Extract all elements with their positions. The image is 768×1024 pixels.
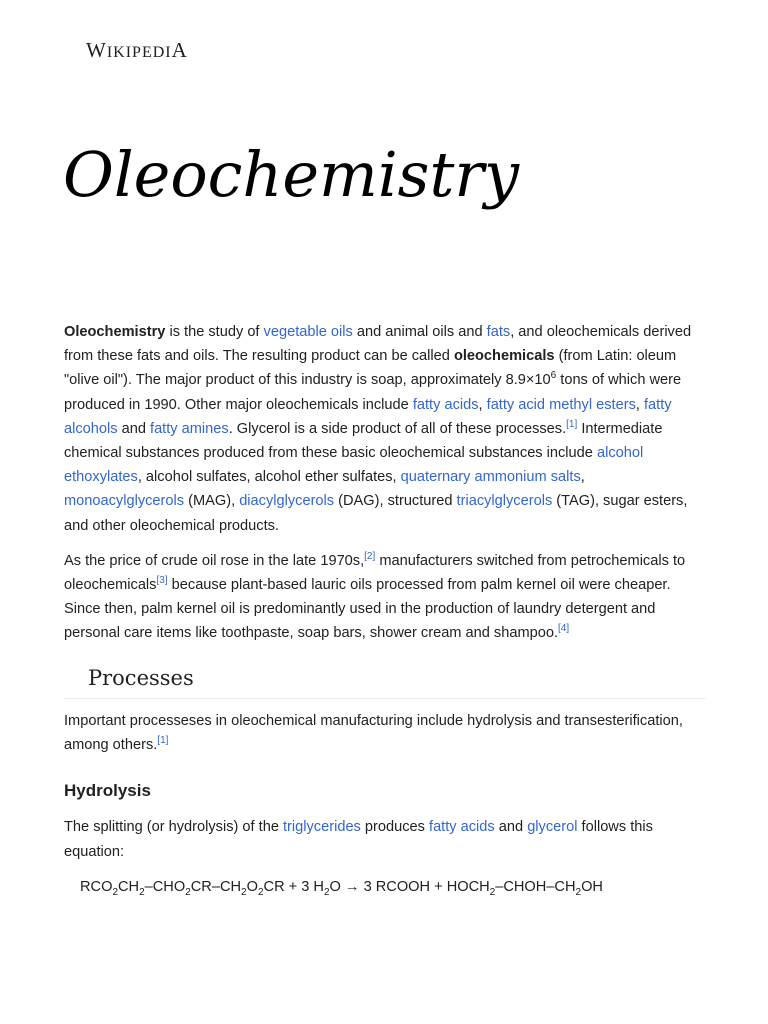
text: and animal oils and bbox=[352, 324, 487, 340]
reference-link[interactable]: [3] bbox=[156, 575, 168, 587]
link-glycerol[interactable]: glycerol bbox=[527, 819, 578, 836]
reference-link[interactable]: [2] bbox=[364, 550, 376, 562]
hydrolysis-equation bbox=[80, 875, 706, 899]
link-fatty-alcohols[interactable]: fatty alcohols bbox=[64, 396, 672, 437]
text: and bbox=[117, 420, 151, 437]
logo-first-letter: W bbox=[86, 38, 107, 62]
logo-middle-letters: IKIPEDI bbox=[106, 44, 172, 61]
link-fatty-acids[interactable]: fatty acids bbox=[412, 396, 479, 413]
eq-part: O → 3 RCOOH + HOCH bbox=[329, 878, 490, 895]
eq-part: –CHOH–CH bbox=[495, 878, 576, 895]
eq-part: OH bbox=[581, 878, 603, 895]
eq-part: CR–CH bbox=[190, 878, 242, 895]
reference-link[interactable]: [4] bbox=[558, 623, 570, 635]
eq-subscript: 2 bbox=[575, 886, 582, 898]
eq-part: RCO bbox=[80, 878, 113, 895]
text: produces bbox=[360, 819, 430, 836]
processes-paragraph bbox=[64, 709, 706, 757]
eq-subscript: 2 bbox=[139, 886, 145, 898]
eq-part: CH bbox=[118, 878, 140, 895]
link-diacylglycerols[interactable]: diacylglycerols bbox=[239, 493, 335, 510]
link-triacylglycerols[interactable]: triacylglycerols bbox=[456, 493, 553, 510]
eq-subscript: 2 bbox=[112, 886, 118, 898]
link-fatty-acids[interactable]: fatty acids bbox=[429, 819, 495, 836]
text: (MAG), bbox=[184, 493, 240, 510]
text: manufacturers switched from petrochemicals to oleochemicals bbox=[64, 552, 686, 594]
text: tons of which were produced in 1990. Other major oleochemicals include bbox=[64, 372, 682, 413]
exponent: 6 bbox=[550, 370, 557, 382]
term-oleochemicals: oleochemicals bbox=[453, 348, 555, 365]
reference-link[interactable]: [1] bbox=[566, 418, 578, 430]
subsection-heading-hydrolysis: Hydrolysis bbox=[64, 781, 151, 801]
text: (from Latin: oleum "olive oil"). The major product of this industry is soap, approximately 8.9×10 bbox=[64, 348, 677, 389]
text: The splitting (or hydrolysis) of the bbox=[64, 819, 283, 836]
link-triglycerides[interactable]: triglycerides bbox=[283, 819, 361, 836]
reference-3[interactable] bbox=[156, 575, 167, 586]
text: , bbox=[635, 396, 644, 413]
link-fatty-acid-methyl-esters[interactable]: fatty acid methyl esters bbox=[486, 396, 636, 413]
eq-subscript: 2 bbox=[185, 886, 191, 898]
logo-last-letter: A bbox=[171, 38, 188, 62]
text: . Glycerol is a side product of all of these processes. bbox=[228, 420, 567, 437]
link-quaternary-ammonium-salts[interactable]: quaternary ammonium salts bbox=[400, 469, 581, 486]
eq-subscript: 2 bbox=[323, 886, 330, 898]
link-vegetable-oils[interactable]: vegetable oils bbox=[263, 324, 353, 340]
text: (DAG), structured bbox=[334, 493, 457, 510]
reference-1[interactable] bbox=[566, 419, 577, 430]
text: , bbox=[478, 396, 487, 413]
reference-2[interactable] bbox=[364, 551, 375, 562]
text: As the price of crude oil rose in the late 1970s, bbox=[64, 552, 365, 569]
reference-1[interactable] bbox=[157, 735, 168, 746]
eq-part: –CHO bbox=[144, 878, 186, 895]
text: because plant-based lauric oils processed from palm kernel oil were cheaper. Since then, palm kernel oil is predominantly used in the production of laundry detergent and personal care items like toothpaste, soap bars, shower cream and shampoo. bbox=[64, 577, 671, 642]
text: , and oleochemicals derived from these fats and oils. The resulting product can be called bbox=[64, 324, 692, 365]
reference-4[interactable] bbox=[558, 624, 569, 635]
link-monoacylglycerols[interactable]: monoacylglycerols bbox=[64, 493, 185, 510]
text: , bbox=[580, 469, 585, 486]
text: Intermediate chemical substances produced from these basic oleochemical substances include bbox=[64, 420, 663, 462]
intro-paragraph bbox=[64, 320, 706, 538]
eq-subscript: 2 bbox=[257, 886, 264, 898]
article-body bbox=[64, 320, 706, 899]
reference-link[interactable]: [1] bbox=[157, 735, 169, 747]
eq-subscript: 2 bbox=[241, 886, 247, 898]
history-paragraph bbox=[64, 549, 706, 646]
text: and bbox=[494, 819, 528, 836]
link-alcohol-ethoxylates[interactable]: alcohol ethoxylates bbox=[64, 445, 644, 486]
section-heading-processes: Processes bbox=[64, 666, 706, 699]
page-title: Oleochemistry bbox=[63, 138, 520, 211]
text: (TAG), sugar esters, and other oleochemical products. bbox=[64, 493, 688, 534]
text: , alcohol sulfates, alcohol ether sulfates, bbox=[137, 469, 401, 486]
text: Important processeses in oleochemical manufacturing include hydrolysis and transesterification, among others. bbox=[64, 712, 683, 754]
term-oleochemistry: Oleochemistry bbox=[64, 324, 166, 340]
text: is the study of bbox=[165, 324, 264, 340]
eq-part: O bbox=[246, 878, 258, 895]
hydrolysis-paragraph bbox=[64, 815, 706, 863]
text: follows this equation: bbox=[64, 819, 653, 860]
eq-part: CR + 3 H bbox=[263, 878, 324, 895]
link-fatty-amines[interactable]: fatty amines bbox=[150, 420, 229, 437]
link-fats[interactable]: fats bbox=[486, 324, 511, 340]
wikipedia-logo[interactable] bbox=[86, 38, 188, 63]
eq-subscript: 2 bbox=[489, 886, 496, 898]
